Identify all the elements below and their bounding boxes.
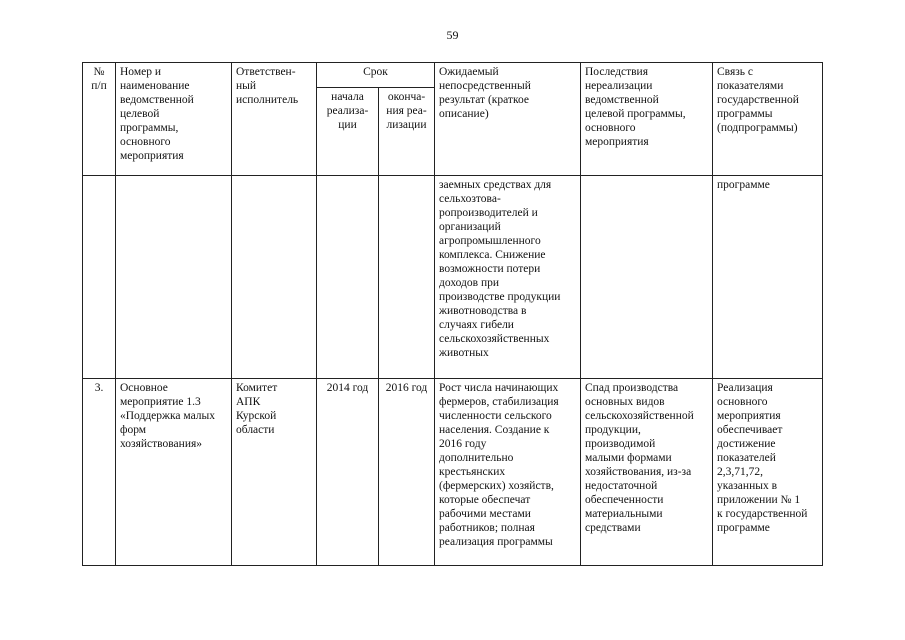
row-link: Реализация основного мероприятия обеспечивает достижение показателей 2,3,71,72, указанных в приложении № 1 к государственной программе xyxy=(713,379,823,566)
row-name xyxy=(116,176,232,379)
header-term-end: оконча- ния реа- лизации xyxy=(379,88,435,176)
header-link: Связь с показателями государственной программы (подпрограммы) xyxy=(713,63,823,176)
header-responsible: Ответствен- ный исполнитель xyxy=(232,63,317,176)
row-expected: заемных средствах для сельхозтова- ропроизводителей и организаций агропромышленного комплекса. Снижение возможности потери доходов при производстве продукции животноводства в случаях гибели сельскохозяйственных животных xyxy=(435,176,581,379)
header-term-start: начала реализа- ции xyxy=(317,88,379,176)
row-responsible: Комитет АПК Курской области xyxy=(232,379,317,566)
table-row xyxy=(83,176,823,379)
row-end: 2016 год xyxy=(379,379,435,566)
table-row xyxy=(83,379,823,566)
header-row xyxy=(83,63,823,88)
header-term: Срок xyxy=(317,63,435,88)
header-num: № п/п xyxy=(83,63,116,176)
row-num: 3. xyxy=(83,379,116,566)
row-num xyxy=(83,176,116,379)
page-number: 59 xyxy=(446,28,459,42)
row-start: 2014 год xyxy=(317,379,379,566)
row-link: программе xyxy=(713,176,823,379)
row-expected: Рост числа начинающих фермеров, стабилизация численности сельского населения. Создание к 2016 году дополнительно крестьянских (фермерских) хозяйств, которые обеспечат рабочими местами работников; полная реализация программы xyxy=(435,379,581,566)
row-responsible xyxy=(232,176,317,379)
header-name: Номер и наименование ведомственной целевой программы, основного мероприятия xyxy=(116,63,232,176)
row-consequences: Спад производства основных видов сельскохозяйственной продукции, производимой малыми формами хозяйствования, из-за недостаточной обеспеченности материальными средствами xyxy=(581,379,713,566)
header-expected: Ожидаемый непосредственный результат (краткое описание) xyxy=(435,63,581,176)
row-name: Основное мероприятие 1.3 «Поддержка малых форм хозяйствования» xyxy=(116,379,232,566)
program-table xyxy=(82,62,823,566)
row-end xyxy=(379,176,435,379)
header-consequences: Последствия нереализации ведомственной целевой программы, основного мероприятия xyxy=(581,63,713,176)
row-consequences xyxy=(581,176,713,379)
row-start xyxy=(317,176,379,379)
